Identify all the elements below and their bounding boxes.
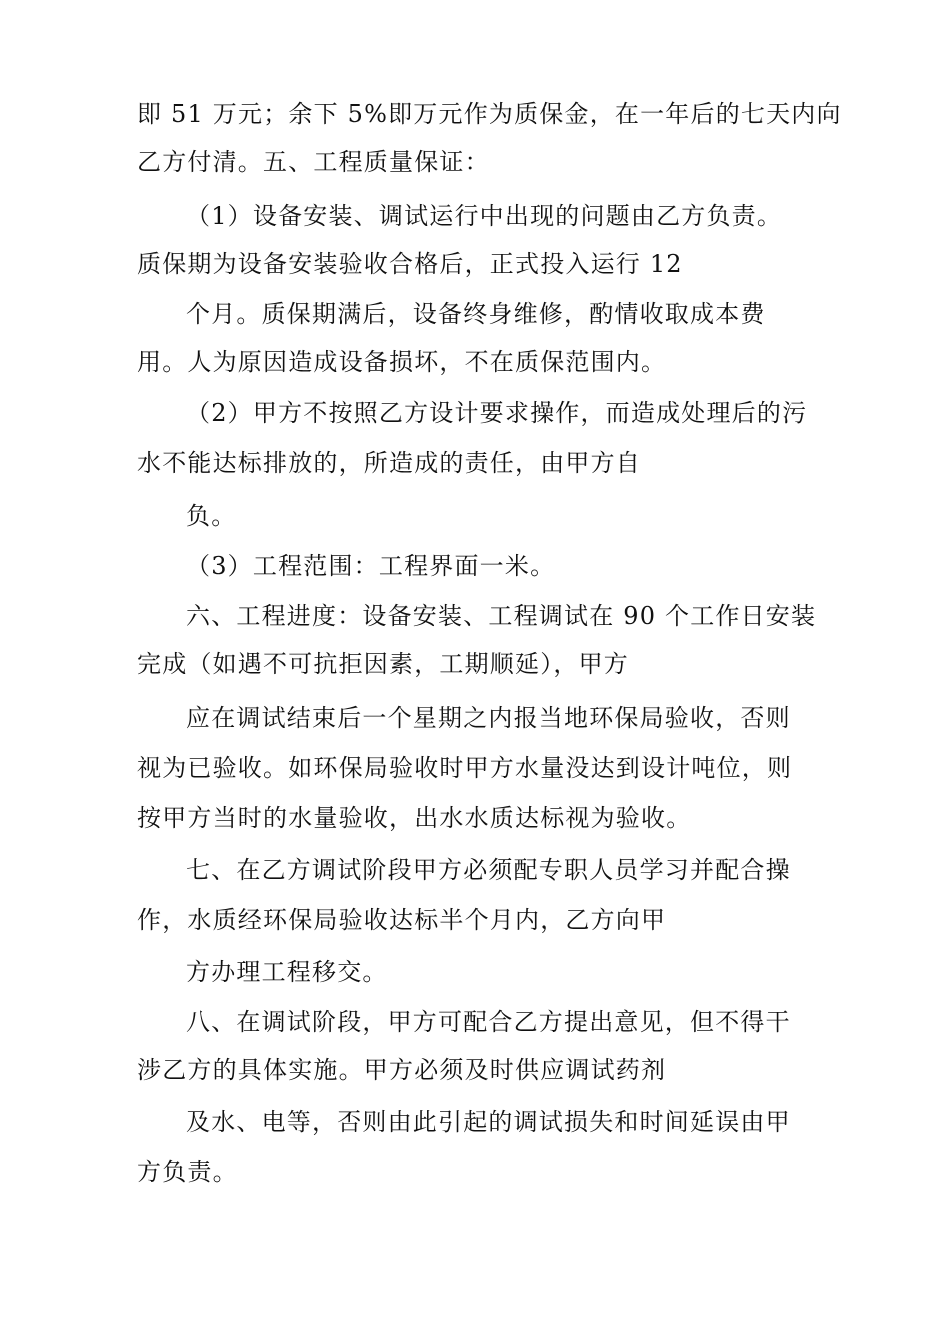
text-line: 乙方付清。五、工程质量保证： — [137, 148, 490, 176]
text-line: 视为已验收。如环保局验收时甲方水量没达到设计吨位，则 — [137, 754, 793, 782]
text-line: 方办理工程移交。 — [186, 958, 388, 986]
text-line: 八、在调试阶段，甲方可配合乙方提出意见，但不得干 — [186, 1008, 791, 1036]
text-line: 涉乙方的具体实施。甲方必须及时供应调试药剂 — [137, 1056, 667, 1084]
text-line: 应在调试结束后一个星期之内报当地环保局验收，否则 — [186, 704, 791, 732]
text-line: 个月。质保期满后，设备终身维修，酌情收取成本费 — [186, 300, 766, 328]
text-line: 即 51 万元；余下 5%即万元作为质保金，在一年后的七天内向 — [137, 100, 842, 128]
text-line: （3）工程范围：工程界面一米。 — [186, 552, 556, 580]
text-line: 质保期为设备安装验收合格后，正式投入运行 12 — [137, 250, 683, 278]
text-line: 及水、电等，否则由此引起的调试损失和时间延误由甲 — [186, 1108, 791, 1136]
text-line: 水不能达标排放的，所造成的责任，由甲方自 — [137, 449, 641, 477]
text-line: （2）甲方不按照乙方设计要求操作，而造成处理后的污 — [186, 399, 808, 427]
text-line: 负。 — [186, 502, 237, 530]
text-line: （1）设备安装、调试运行中出现的问题由乙方负责。 — [186, 202, 783, 230]
text-line: 用。人为原因造成设备损坏，不在质保范围内。 — [137, 348, 667, 376]
text-line: 七、在乙方调试阶段甲方必须配专职人员学习并配合操 — [186, 856, 791, 884]
text-line: 完成（如遇不可抗拒因素，工期顺延），甲方 — [137, 650, 629, 678]
text-line: 作，水质经环保局验收达标半个月内，乙方向甲 — [137, 906, 667, 934]
text-line: 按甲方当时的水量验收，出水水质达标视为验收。 — [137, 804, 692, 832]
text-line: 方负责。 — [137, 1158, 238, 1186]
text-line: 六、工程进度：设备安装、工程调试在 90 个工作日安装 — [186, 602, 817, 630]
